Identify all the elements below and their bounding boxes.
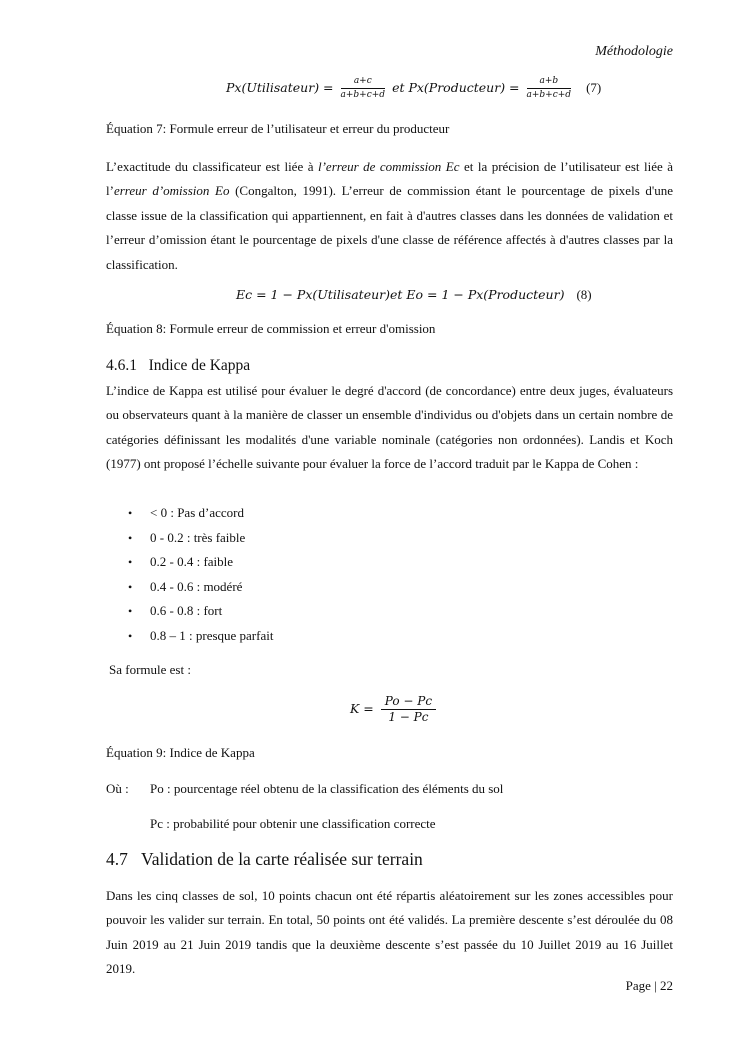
page-number: Page | 22 [625, 978, 673, 993]
eq7-frac1-numerator: a+c [341, 76, 386, 89]
bullet-icon: • [128, 530, 133, 545]
kappa-scale-list [128, 501, 273, 649]
paragraph-validation: Dans les cinq classes de sol, 10 points chacun ont été répartis aléatoirement sur les zones accessibles pour pouvoir les valider sur terrain. En total, 50 points ont été validés. La première descente s’est déroulée du 08 Juin 2019 au 21 Juin 2019 tandis que la deuxième descente s’est passée du 10 Juillet 2019 au 16 Juillet 2019. [106, 888, 673, 977]
list-item [128, 575, 273, 600]
section-4-7-title: Validation de la carte réalisée sur terrain [141, 849, 423, 869]
equation-7 [226, 76, 601, 101]
list-item [128, 526, 273, 551]
eq9-denominator: 1 − Pc [388, 710, 429, 724]
eq7-fraction-1 [341, 76, 386, 101]
eq7-frac1-denominator: a+b+c+d [340, 90, 386, 100]
paragraph-kappa: L’indice de Kappa est utilisé pour évaluer le degré d'accord (de concordance) entre deux juges, évaluateurs ou observateurs quant à la manière de classer un ensemble d'individus ou d'objets dans un certain nombre de catégories définissant les modalités d'une variable nominale (catégories non ordonnées). Landis et Koch (1977) ont proposé l’échelle suivante pour évaluer la force de l’accord traduit par le Kappa de Cohen : [106, 383, 673, 472]
p1-emphasis-commission: l’erreur de commission Ec [317, 159, 460, 174]
where-pc: Pc : probabilité pour obtenir une classification correcte [150, 816, 436, 831]
bullet-icon: • [128, 604, 133, 619]
bullet-icon: • [128, 579, 133, 594]
eq7-frac2-denominator: a+b+c+d [526, 90, 572, 100]
list-item [128, 550, 273, 575]
eq9-fraction [381, 694, 436, 725]
section-4-6-1-number: 4.6.1 [106, 357, 137, 374]
list-item-text: 0.4 - 0.6 : modéré [150, 578, 243, 594]
running-header: Méthodologie [595, 44, 673, 59]
p1-text-3: (Congalton, 1991). L’erreur de commission étant le pourcentage de pixels d'une classe issue de la classification qui appartiennent, en fait à d'autres classes dans les données de validation et l’erreur d’omission étant le pourcentage de pixels d'une classe de référence affectés à d'autres classes par la classification. [106, 183, 673, 272]
list-item-text: 0.8 – 1 : presque parfait [150, 627, 274, 643]
eq7-frac2-numerator: a+b [527, 76, 572, 89]
eq8-number: (8) [576, 287, 592, 302]
section-4-7-number: 4.7 [106, 849, 128, 869]
bullet-icon: • [128, 628, 133, 643]
eq7-lhs: Px(Utilisateur) = [226, 80, 334, 95]
bullet-icon: • [128, 506, 133, 520]
section-4-6-1-title: Indice de Kappa [148, 357, 251, 374]
p1-emphasis-omission: erreur d’omission Eo [113, 183, 230, 199]
equation-7-caption: Équation 7: Formule erreur de l’utilisateur et erreur du producteur [106, 121, 450, 136]
eq7-number: (7) [586, 80, 602, 95]
list-item-text: 0.6 - 0.8 : fort [150, 603, 223, 619]
equation-8-caption: Équation 8: Formule erreur de commission et erreur d'omission [106, 321, 436, 336]
eq7-fraction-2 [527, 76, 572, 101]
bullet-icon: • [128, 555, 133, 570]
section-4-7-heading [106, 849, 423, 870]
eq9-lhs: K = [350, 701, 374, 716]
where-po: Po : pourcentage réel obtenu de la classification des éléments du sol [150, 781, 504, 796]
eq9-numerator: Po − Pc [381, 694, 436, 710]
section-4-6-1-heading [106, 357, 250, 375]
list-item [128, 624, 273, 649]
list-item-text: < 0 : Pas d’accord [150, 505, 244, 520]
formula-intro: Sa formule est : [109, 662, 191, 677]
where-label: Où : [106, 781, 129, 796]
list-item-text: 0.2 - 0.4 : faible [150, 554, 234, 570]
list-item-text: 0 - 0.2 : très faible [150, 529, 246, 545]
eq7-middle: et Px(Producteur) = [392, 80, 520, 95]
p1-text-2: et la précision de l’utilisateur est liée à l’ [106, 159, 674, 199]
equation-8 [236, 287, 592, 303]
paragraph-error-definitions [106, 155, 673, 277]
equation-9-caption: Équation 9: Indice de Kappa [106, 745, 255, 760]
list-item [128, 501, 273, 526]
equation-9 [350, 694, 439, 725]
eq8-expression: Ec = 1 − Px(Utilisateur)et Eo = 1 − Px(Producteur) [236, 287, 565, 302]
list-item [128, 599, 273, 624]
p1-text-1: L’exactitude du classificateur est liée à [106, 159, 318, 174]
